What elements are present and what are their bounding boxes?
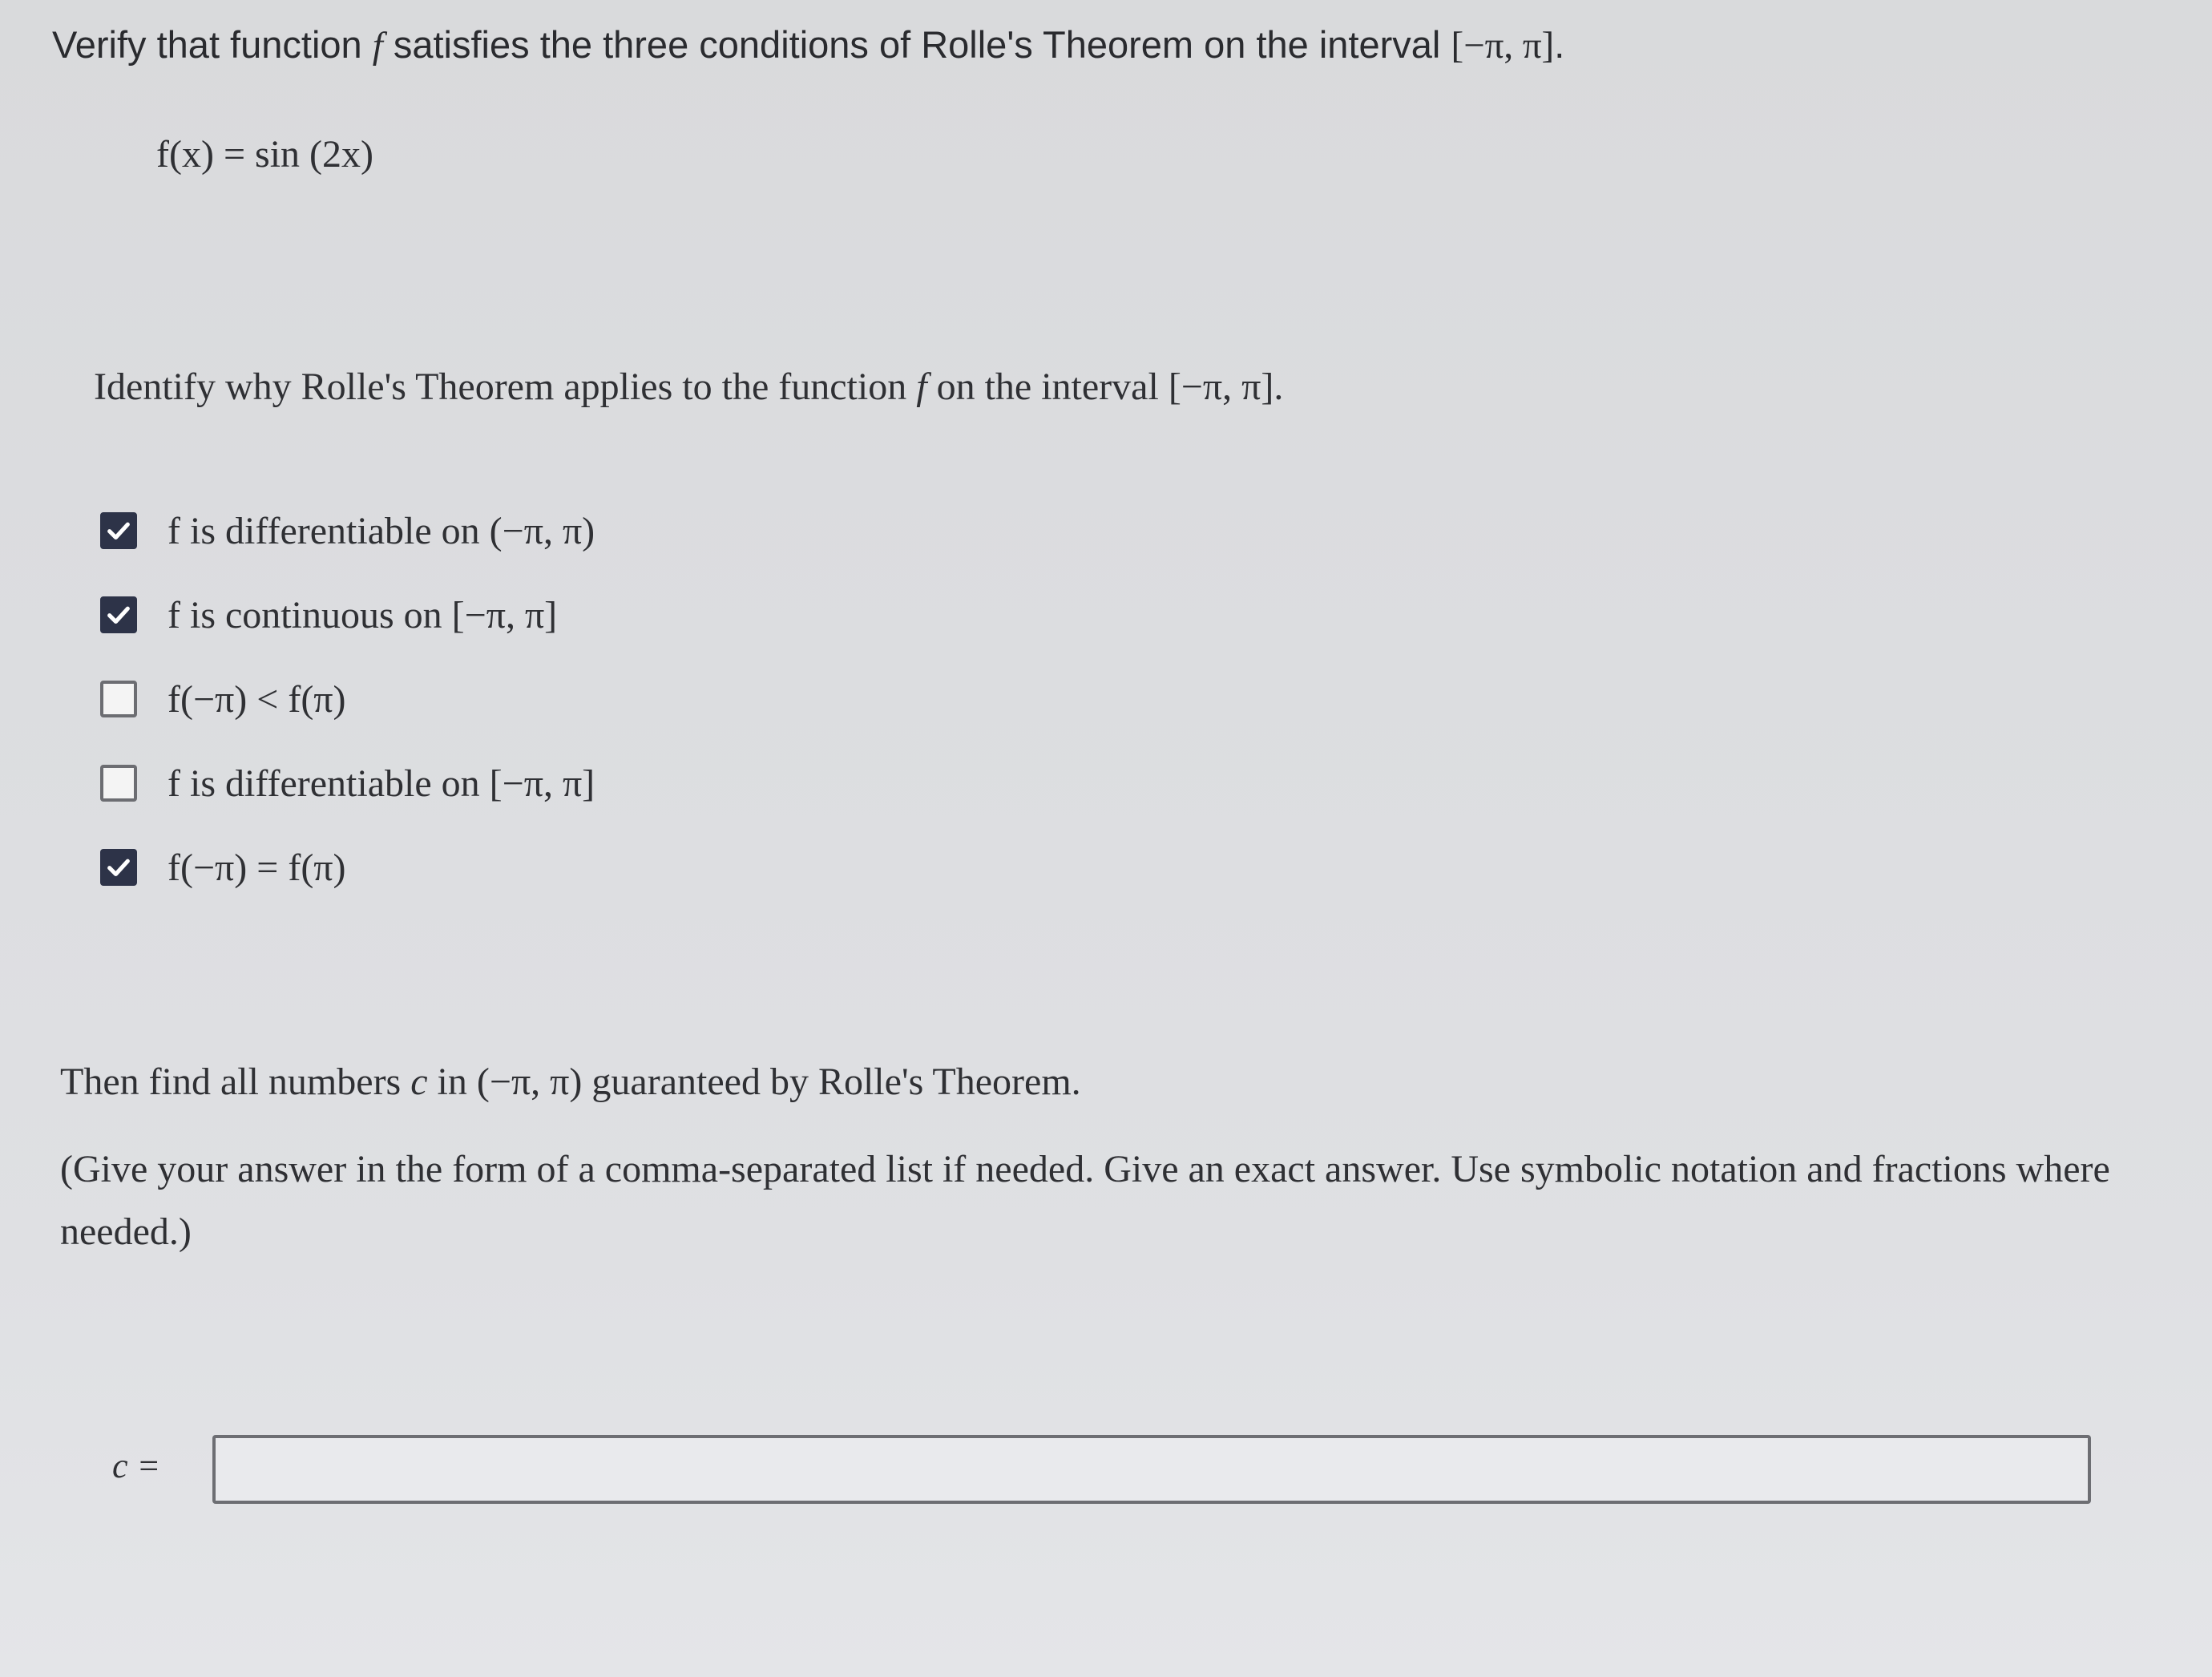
prompt-function-symbol: f [372, 25, 383, 67]
option-less-than[interactable] [100, 675, 595, 723]
function-equals: = [213, 133, 256, 176]
option-continuous-closed[interactable] [100, 591, 595, 639]
checkbox-equal-endpoints[interactable] [100, 849, 137, 886]
option-label: f is differentiable on (−π, π) [168, 509, 595, 552]
answer-input[interactable] [212, 1435, 2091, 1504]
option-label: f(−π) = f(π) [168, 846, 346, 889]
checkmark-icon [105, 854, 132, 881]
find-variable-c: c [410, 1061, 428, 1103]
question-interval: [−π, π] [1168, 366, 1274, 408]
problem-prompt [52, 22, 1564, 67]
option-label: f(−π) < f(π) [168, 677, 346, 721]
prompt-period: . [1554, 23, 1565, 66]
answer-label: c = [112, 1446, 161, 1485]
option-differentiable-closed[interactable] [100, 759, 595, 807]
option-label: f is differentiable on [−π, π] [168, 762, 595, 805]
prompt-text-middle: satisfies the three conditions of Rolle's Theorem on the interval [382, 23, 1451, 66]
function-lhs: f(x) [156, 133, 214, 176]
checkbox-differentiable-closed[interactable] [100, 765, 137, 802]
condition-options-list [100, 507, 595, 927]
find-text-start: Then find all numbers [60, 1061, 411, 1103]
checkmark-icon [105, 517, 132, 544]
checkbox-less-than[interactable] [100, 681, 137, 717]
function-rhs: sin (2x) [255, 133, 374, 176]
option-differentiable-open[interactable] [100, 507, 595, 555]
prompt-interval: [−π, π] [1451, 25, 1555, 67]
checkmark-icon [105, 601, 132, 628]
option-label: f is continuous on [−π, π] [168, 593, 558, 636]
option-equal-endpoints[interactable] [100, 843, 595, 891]
find-text-middle: in [427, 1061, 477, 1103]
find-text-end: guaranteed by Rolle's Theorem. [582, 1061, 1081, 1103]
find-numbers-question [60, 1060, 1081, 1104]
find-interval: (−π, π) [476, 1061, 583, 1103]
question-period: . [1274, 366, 1284, 408]
function-definition [156, 132, 373, 176]
question-text-middle: on the interval [926, 366, 1169, 408]
identify-question [94, 365, 1283, 409]
checkbox-continuous-closed[interactable] [100, 596, 137, 633]
question-function-symbol: f [916, 366, 927, 408]
checkbox-differentiable-open[interactable] [100, 512, 137, 549]
question-text-start: Identify why Rolle's Theorem applies to the function [94, 366, 917, 408]
prompt-text-start: Verify that function [52, 23, 373, 66]
answer-instructions: (Give your answer in the form of a comma-separated list if needed. Give an exact answer. Use symbolic notation and fractions where needed.) [60, 1148, 2110, 1253]
